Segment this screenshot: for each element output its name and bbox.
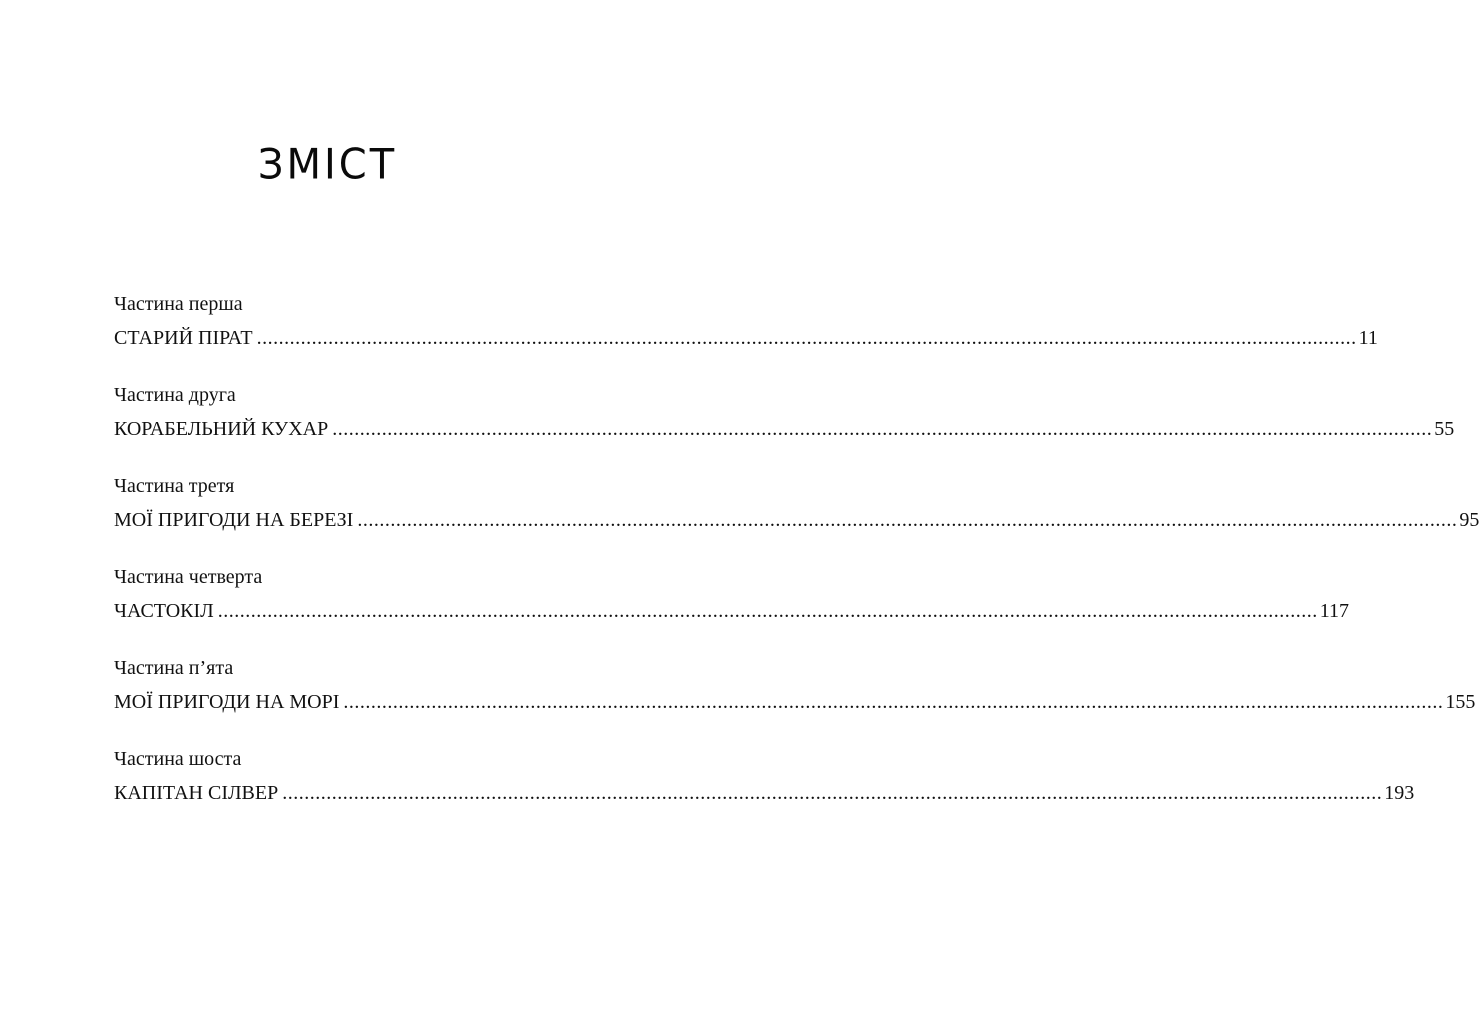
chapter-title: КАПІТАН СІЛВЕР [114, 782, 279, 804]
toc-entry [114, 381, 1455, 472]
page-number: 117 [1319, 600, 1350, 622]
contents-heading: ЗМІСТ [257, 140, 398, 190]
page-number: 11 [1358, 327, 1378, 349]
dot-leader: ........................................................................................................................................................................................................ [357, 509, 1458, 531]
dot-leader: ........................................................................................................................................................................................................ [217, 600, 1318, 622]
toc-entry-line [114, 324, 1378, 354]
page-number: 95 [1459, 509, 1479, 531]
chapter-title: МОЇ ПРИГОДИ НА БЕРЕЗІ [114, 509, 354, 531]
part-label: Частина третя [114, 475, 235, 497]
toc-entry-line [114, 688, 1476, 718]
dot-leader: ........................................................................................................................................................................................................ [343, 691, 1444, 713]
part-label: Частина четверта [114, 566, 263, 588]
toc-entry [114, 563, 1350, 654]
page-number: 155 [1445, 691, 1476, 713]
toc-entry-line [114, 597, 1350, 627]
toc-entry [114, 472, 1479, 563]
chapter-title: МОЇ ПРИГОДИ НА МОРІ [114, 691, 340, 713]
toc-entry-line [114, 506, 1479, 536]
chapter-title: ЧАСТОКІЛ [114, 600, 214, 622]
part-label: Частина перша [114, 293, 243, 315]
toc-entry-line [114, 779, 1415, 809]
dot-leader: ........................................................................................................................................................................................................ [282, 782, 1383, 804]
chapter-title: СТАРИЙ ПІРАТ [114, 327, 253, 349]
part-label: Частина шоста [114, 748, 242, 770]
part-label: Частина друга [114, 384, 236, 406]
page-number: 193 [1384, 782, 1415, 804]
dot-leader: ........................................................................................................................................................................................................ [332, 418, 1433, 440]
part-label: Частина п’ята [114, 657, 234, 679]
toc-entry [114, 290, 1378, 381]
dot-leader: ........................................................................................................................................................................................................ [256, 327, 1357, 349]
toc-entry [114, 654, 1476, 745]
toc-entry-line [114, 415, 1455, 445]
table-of-contents [114, 290, 1479, 836]
toc-entry [114, 745, 1415, 836]
page-number: 55 [1434, 418, 1455, 440]
chapter-title: КОРАБЕЛЬНИЙ КУХАР [114, 418, 329, 440]
